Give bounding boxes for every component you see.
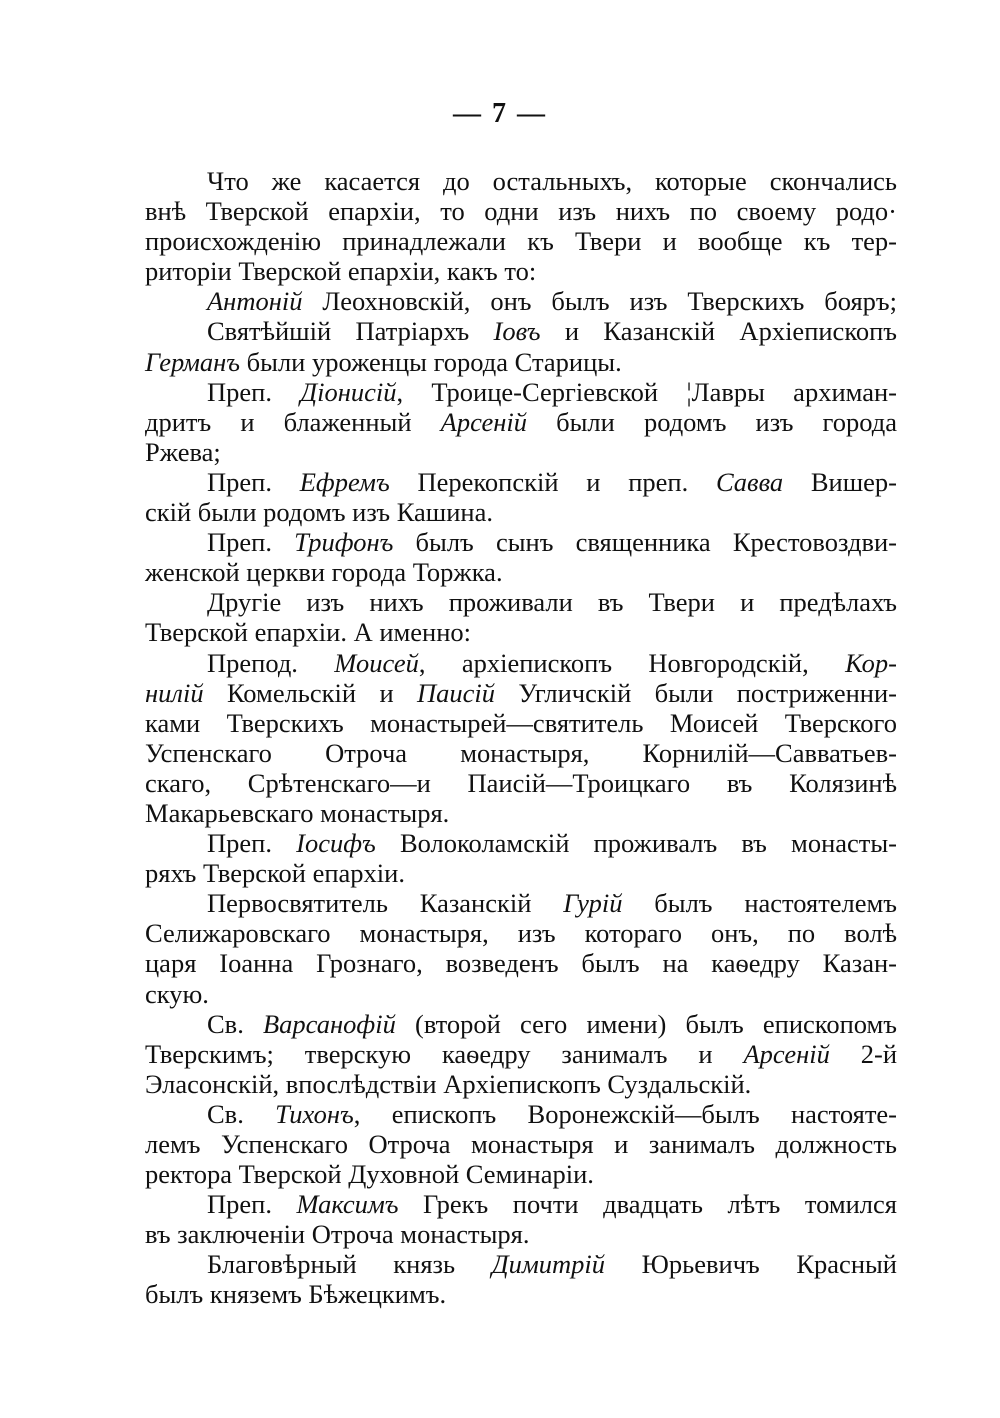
text-line bbox=[145, 286, 897, 316]
text-line bbox=[145, 226, 897, 256]
text-line bbox=[145, 648, 897, 678]
text-line bbox=[145, 347, 897, 377]
text-segment: внѣ Тверской епархіи, то одни изъ нихъ по своему родо· bbox=[145, 196, 897, 227]
text-segment: и Казанскій Архіепископъ bbox=[540, 316, 897, 347]
text-segment: Эласонскій, впослѣдствіи Архіепископъ Суздальскій. bbox=[145, 1068, 752, 1099]
italic-name: Димитрій bbox=[491, 1249, 606, 1280]
text-segment: Ржева; bbox=[145, 436, 221, 467]
text-line bbox=[145, 1099, 897, 1129]
italic-name: Антоній bbox=[207, 286, 303, 317]
text-segment: , епископъ Воронежскій—былъ настояте- bbox=[353, 1098, 897, 1129]
text-segment: Тверскимъ; тверскую каѳедру занималъ и bbox=[145, 1038, 744, 1069]
text-segment: ректора Тверской Духовной Семинаріи. bbox=[145, 1159, 594, 1190]
text-segment: Макарьевскаго монастыря. bbox=[145, 797, 450, 828]
text-segment: въ заключеніи Отроча монастыря. bbox=[145, 1219, 530, 1250]
text-segment: Волоколамскій проживалъ въ монасты- bbox=[375, 828, 897, 859]
text-line bbox=[145, 1219, 897, 1249]
italic-name: Кор- bbox=[845, 647, 897, 678]
text-line bbox=[145, 196, 897, 226]
text-segment: Св. bbox=[207, 1008, 263, 1039]
text-line bbox=[145, 497, 897, 527]
text-line bbox=[145, 948, 897, 978]
text-line bbox=[145, 708, 897, 738]
text-segment: былъ сынъ священника Крестовоздви- bbox=[393, 527, 897, 558]
text-line bbox=[145, 527, 897, 557]
text-segment: Преп. bbox=[207, 527, 295, 558]
text-segment: ками Тверскихъ монастырей—святитель Моисей Тверского bbox=[145, 707, 897, 738]
text-line bbox=[145, 557, 897, 587]
italic-name: Ефремъ bbox=[299, 466, 390, 497]
text-line bbox=[145, 1009, 897, 1039]
text-segment: Первосвятитель Казанскій bbox=[207, 888, 564, 919]
text-line bbox=[145, 1279, 897, 1309]
text-line bbox=[145, 437, 897, 467]
text-line bbox=[145, 918, 897, 948]
text-segment: Комельскій и bbox=[203, 677, 417, 708]
text-line bbox=[145, 617, 897, 647]
italic-name: Германъ bbox=[145, 346, 241, 377]
text-line bbox=[145, 768, 897, 798]
text-segment: Преп. bbox=[207, 466, 300, 497]
text-segment: Препод. bbox=[207, 647, 335, 678]
italic-name: Тихонъ bbox=[275, 1098, 354, 1129]
text-segment: былъ настоятелемъ bbox=[622, 888, 897, 919]
text-segment: Что же касается до остальныхъ, которые скончались bbox=[207, 166, 897, 196]
text-segment: 2-й bbox=[829, 1038, 897, 1069]
text-line bbox=[145, 858, 897, 888]
text-segment: ряхъ Тверской епархіи. bbox=[145, 858, 405, 889]
text-line bbox=[145, 888, 897, 918]
text-segment: Другіе изъ нихъ проживали въ Твери и предѣлахъ bbox=[207, 587, 897, 618]
text-segment: Юрьевичъ Красный bbox=[605, 1249, 897, 1280]
text-segment: происхожденію принадлежали къ Твери и вообще къ тер- bbox=[145, 226, 897, 257]
italic-name: Арсеній bbox=[743, 1038, 830, 1069]
italic-name: Гурій bbox=[563, 888, 623, 919]
text-line bbox=[145, 738, 897, 768]
text-line bbox=[145, 1249, 897, 1279]
text-segment: были родомъ изъ города bbox=[527, 406, 897, 437]
text-segment: Вишер- bbox=[783, 466, 897, 497]
text-segment: Тверской епархіи. А именно: bbox=[145, 617, 472, 648]
text-segment: Благовѣрный князь bbox=[207, 1249, 492, 1280]
italic-name: Іосифъ bbox=[296, 828, 376, 859]
text-segment: царя Іоанна Грознаго, возведенъ былъ на каѳедру Казан- bbox=[145, 948, 897, 979]
italic-name: Арсеній bbox=[440, 406, 528, 437]
text-line bbox=[145, 256, 897, 286]
page-number: — 7 — bbox=[453, 98, 547, 129]
text-line bbox=[145, 407, 897, 437]
text-line bbox=[145, 1189, 897, 1219]
text-line bbox=[145, 316, 897, 346]
text-line bbox=[145, 377, 897, 407]
italic-name: Максимъ bbox=[296, 1189, 399, 1220]
text-segment: , архіепископъ Новгородскій, bbox=[418, 647, 846, 678]
text-segment: (второй сего имени) былъ епископомъ bbox=[395, 1008, 897, 1039]
text-line bbox=[145, 1159, 897, 1189]
italic-name: Діонисій bbox=[300, 376, 397, 407]
text-segment: Преп. bbox=[207, 376, 301, 407]
text-segment: Преп. bbox=[207, 1189, 297, 1220]
text-line bbox=[145, 1039, 897, 1069]
italic-name: Паисій bbox=[417, 677, 496, 708]
italic-name: Іовъ bbox=[493, 316, 541, 347]
italic-name: Савва bbox=[715, 466, 784, 497]
italic-name: нилій bbox=[145, 677, 204, 708]
body-text bbox=[145, 166, 897, 1310]
text-segment: Угличскій были постриженни- bbox=[495, 677, 897, 708]
text-line bbox=[145, 678, 897, 708]
text-line bbox=[145, 828, 897, 858]
text-segment: дритъ и блаженный bbox=[145, 406, 441, 437]
text-segment: Селижаровскаго монастыря, изъ котораго онъ, по волѣ bbox=[145, 918, 897, 949]
text-line bbox=[145, 166, 897, 196]
text-line bbox=[145, 1129, 897, 1159]
text-segment: былъ княземъ Бѣжецкимъ. bbox=[145, 1279, 447, 1310]
text-segment: Преп. bbox=[207, 828, 297, 859]
text-segment: скаго, Срѣтенскаго—и Паисій—Троицкаго въ Колязинѣ bbox=[145, 767, 897, 798]
text-segment: Св. bbox=[207, 1098, 276, 1129]
text-segment: Грекъ почти двадцать лѣтъ томился bbox=[398, 1189, 897, 1220]
text-segment: , Троице-Сергіевской ¦Лавры архиман- bbox=[396, 376, 897, 407]
text-line bbox=[145, 587, 897, 617]
text-segment: риторіи Тверской епархіи, какъ то: bbox=[145, 256, 537, 287]
text-segment: скій были родомъ изъ Кашина. bbox=[145, 497, 493, 528]
text-segment: лемъ Успенскаго Отроча монастыря и занималъ должность bbox=[145, 1129, 897, 1159]
text-segment: Леохновскій, онъ былъ изъ Тверскихъ бояръ; bbox=[302, 286, 897, 317]
text-segment: Святѣйшій Патріархъ bbox=[207, 316, 494, 347]
italic-name: Трифонъ bbox=[294, 527, 394, 558]
text-segment: Успенскаго Отроча монастыря, Корнилій—Савватьев- bbox=[145, 737, 897, 768]
text-segment: скую. bbox=[145, 978, 209, 1009]
text-segment: женской церкви города Торжка. bbox=[145, 557, 503, 588]
text-line bbox=[145, 798, 897, 828]
italic-name: Моисей bbox=[334, 647, 419, 678]
text-line bbox=[145, 1069, 897, 1099]
text-line bbox=[145, 467, 897, 497]
text-segment: были уроженцы города Старицы. bbox=[240, 346, 622, 377]
text-line bbox=[145, 979, 897, 1009]
text-segment: Перекопскій и преп. bbox=[389, 466, 716, 497]
italic-name: Варсанофій bbox=[262, 1008, 396, 1039]
